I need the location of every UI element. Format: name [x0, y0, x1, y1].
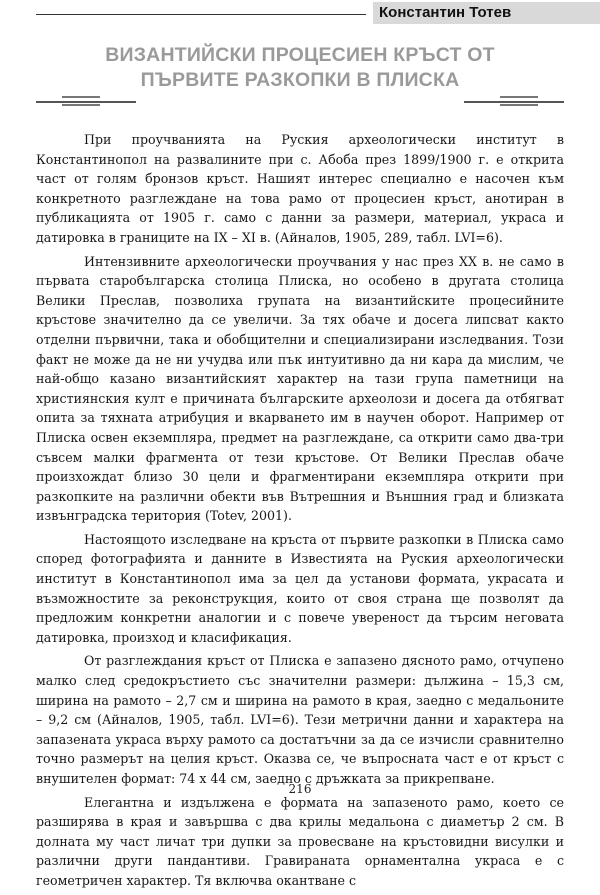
article-title — [40, 43, 560, 93]
article-title-line-2: ПЪРВИТЕ РАЗКОПКИ В ПЛИСКА — [140, 69, 460, 91]
paragraph: При проучванията на Руския археологически институт в Константинопол на развалините при с. Абоба през 1899/1900 г. е открита част от голям бронзов кръст. Нашият интерес специално е насочен към конкретното разглеждане на това рамо от процесиен кръст, анотиран в публикацията от 1905 г. само с данни за размери, материал, украса и датировка в границите на IX – XI в. (Айналов, 1905, 289, табл. LVI=6). — [36, 132, 564, 245]
paragraph: Настоящото изследване на кръста от първите разкопки в Плиска само според фотографията и данните в Известията на Руския археологически институт в Константинопол има за цел да установи формата, украсата и възможностите за реконструкция, които от своя страна ще позволят да предложим конкретни аналогии и с повече увереност да търсим неговата датировка, произход и класификация. — [36, 531, 564, 645]
article-title-line-1: ВИЗАНТИЙСКИ ПРОЦЕСИЕН КРЪСТ ОТ — [105, 44, 495, 66]
title-ornament-left — [36, 95, 136, 109]
ornament-band — [62, 96, 100, 106]
ornament-band — [500, 96, 538, 106]
article-body — [36, 130, 564, 895]
title-ornament-right — [464, 95, 564, 109]
running-header-author: Константин Тотев — [373, 2, 600, 24]
page-number: 216 — [288, 782, 312, 796]
header-rule — [36, 14, 366, 15]
paragraph: Елегантна и издължена е формата на запазеното рамо, което се разширява в края и завършва с два крилы медальона с диаметър 2 см. В долната му част личат три дупки за провесване на кръстовидни висулки и различни други пандантиви. Гравираната орнаментална украса е с геометричен характер. Тя включва окантване с — [36, 794, 564, 888]
paragraph: От разглеждания кръст от Плиска е запазено дясното рамо, отчупено малко след средокръстието със значителни размери: дължина – 15,3 см, ширина на рамото – 2,7 см и ширина на рамото в края, заедно с медальоните – 9,2 см (Айналов, 1905, табл. LVI=6). Тези метрични данни и характера на запазената украса върху рамото са достатъчни за да се изчисли сравнително точно размерът на целия кръст. Оказва се, че въпросната част е от кръст с внушителен формат: 74 х 44 см, заедно с дръжката за прикрепване. — [36, 653, 564, 786]
paragraph: Интензивните археологически проучвания у нас през XX в. не само в първата старобългарска столица Плиска, но особено в другата столица Велики Преслав, позволиха групата на византийските процесийните кръстове значително да се увеличи. За тях обаче и досега липсват както отделни първични, така и обобщителни и специализирани изследвания. Този факт не може да не ни учудва или пък интуитивно да ни кара да мислим, че най-общо казано византийският характер на тази група паметници на християнския култ е причината българските археолози и досега да отбягват опита за тяхната атрибуция и вкарването им в научен оборот. Например от Плиска освен екземпляра, предмет на разглеждане, са открити само два-три съвсем малки фрагмента от тези кръстове. От Велики Преслав обаче произхождат близо 30 цели и фрагментирани екземпляра открити при разкопките на различни обекти във Вътрешния и Външния град и близката извънградска територия (Totev, 2001). — [36, 253, 564, 524]
